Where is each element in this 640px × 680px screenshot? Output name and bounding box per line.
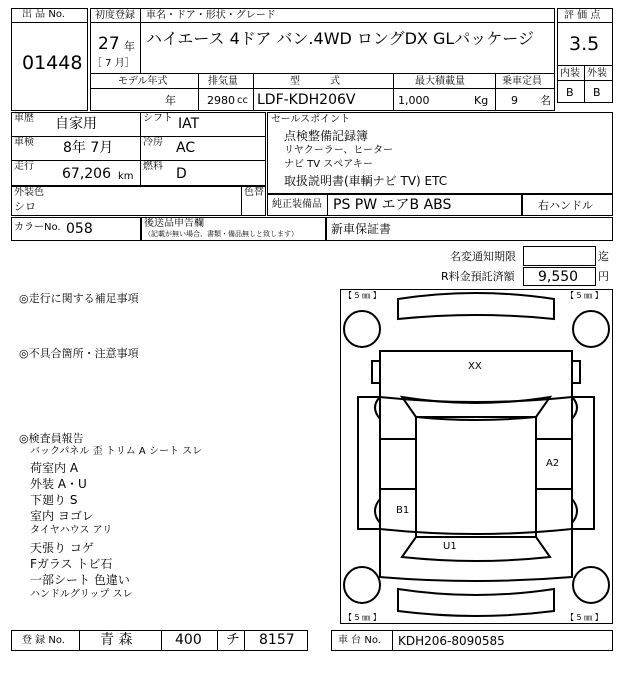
ac-label: 冷房 <box>143 137 163 148</box>
recycle-label: R料金預託済額 <box>441 270 515 283</box>
first-reg-year: 27 <box>98 34 120 54</box>
history-label: 車歴 <box>14 113 34 124</box>
displacement-label: 排気量 <box>208 76 238 87</box>
equipment-label: 純正装備品 <box>272 199 322 210</box>
handle: 右ハンドル <box>538 199 593 212</box>
defects-label: ◎不具合箇所・注意事項 <box>19 347 139 360</box>
damage-mark: XX <box>468 361 482 372</box>
damage-mark: A2 <box>546 458 560 469</box>
year-unit: 年 <box>124 40 135 53</box>
inspector-line: 外装 A・U <box>30 477 87 491</box>
model-year-label: モデル年式 <box>118 76 168 87</box>
inspection-label: 車検 <box>14 137 34 148</box>
score-label: 評 価 点 <box>564 10 601 21</box>
sales-point: リヤクーラー、ヒーター <box>284 145 393 156</box>
notice-box <box>523 246 596 266</box>
inspection: 8年 7月 <box>63 140 114 156</box>
shift: IAT <box>178 116 200 132</box>
inspector-line: 下廻り S <box>30 493 78 507</box>
mileage-unit: km <box>118 171 134 182</box>
sales-point: 取扱説明書(車輌ナビ TV) ETC <box>284 174 448 188</box>
displacement-unit: cc <box>237 95 248 106</box>
running-notes-label: ◎走行に関する補足事項 <box>19 292 139 305</box>
inspector-line: 荷室内 A <box>30 461 79 475</box>
mileage-label: 走行 <box>14 161 34 172</box>
capacity-unit: 名 <box>540 94 551 107</box>
sales-point: ナビ TV スペアキー <box>284 159 373 170</box>
recycle-fee: 9,550 <box>538 269 579 285</box>
equipment: PS PW エアB ABS <box>333 197 452 213</box>
color-label: 外装色 <box>14 187 44 198</box>
first-reg-month: ［ 7 月］ <box>92 58 135 69</box>
model-type: LDF-KDH206V <box>257 92 356 108</box>
capacity-label: 乗車定員 <box>502 76 542 87</box>
color-box <box>11 186 266 216</box>
inspector-line: 一部シート 色違い <box>30 573 130 587</box>
interior-grade: B <box>566 86 574 99</box>
tire-label: 【 5 ㎜ 】 <box>566 613 603 622</box>
inspector-line: Fガラス トビ石 <box>30 557 113 571</box>
shift-label: シフト <box>143 113 173 124</box>
car-name: ハイエース 4ドア バン.4WD ロングDX GLパッケージ <box>146 29 534 48</box>
tire-label: 【 5 ㎜ 】 <box>566 291 603 300</box>
tire-label: 【 5 ㎜ 】 <box>344 291 381 300</box>
reg-area: 青 森 <box>100 632 133 648</box>
first-reg-label: 初度登録 <box>95 10 135 21</box>
interior-label: 内装 <box>560 68 580 79</box>
tire-label: 【 5 ㎜ 】 <box>344 613 381 622</box>
mileage: 67,206 <box>62 166 111 182</box>
tire-front-left <box>344 311 380 347</box>
color-code-label: カラーNo. <box>14 222 61 233</box>
displacement: 2980 <box>207 94 235 107</box>
inspector-line: バックパネル 歪 トリム A シート スレ <box>30 446 203 457</box>
damage-mark: B1 <box>396 505 410 516</box>
tire-front-right <box>573 311 609 347</box>
ac: AC <box>176 140 196 156</box>
damage-mark: U1 <box>443 541 457 552</box>
recycle-unit: 円 <box>598 270 609 283</box>
inspector-line: 天張り コゲ <box>30 541 94 555</box>
car-name-label: 車名・ドア・形状・グレード <box>146 10 276 21</box>
aftermarket-note: （記載が無い場合、書類・備品無しと致します） <box>144 230 298 238</box>
max-load: 1,000 <box>398 94 430 107</box>
color-change-label: 色替 <box>244 187 264 198</box>
reg-kana: チ <box>226 632 240 648</box>
max-load-unit: Kg <box>474 94 489 107</box>
fuel-label: 燃料 <box>143 161 163 172</box>
chassis-label: 車 台 No. <box>338 635 381 646</box>
car-diagram <box>340 289 613 624</box>
chassis-number: KDH206-8090585 <box>398 634 505 648</box>
warranty: 新車保証書 <box>331 222 392 236</box>
tire-rear-left <box>344 567 380 603</box>
inspector-line: タイヤハウス アリ <box>30 525 113 536</box>
exterior-grade: B <box>593 86 601 99</box>
exterior-label: 外装 <box>587 68 607 79</box>
reg-class: 400 <box>175 632 202 648</box>
color: シロ <box>14 200 36 213</box>
type-label: 型 式 <box>290 76 340 87</box>
model-year-unit: 年 <box>165 94 176 107</box>
lot-label: 出 品 No. <box>22 9 65 20</box>
sales-label: セールスポイント <box>271 114 351 125</box>
reg-label: 登 録 No. <box>22 635 65 646</box>
lot-number: 01448 <box>22 52 83 74</box>
max-load-label: 最大積載量 <box>415 76 465 87</box>
capacity: 9 <box>511 94 518 107</box>
reg-number: 8157 <box>259 632 295 648</box>
inspector-label: ◎検査員報告 <box>19 432 84 445</box>
aftermarket-label: 後送品申告欄 <box>144 218 204 229</box>
history: 自家用 <box>55 116 97 132</box>
notice-label: 名変通知期限 <box>450 250 516 263</box>
inspector-list <box>30 447 202 606</box>
inspector-line: 室内 ヨゴレ <box>30 509 94 523</box>
notice-unit: 迄 <box>598 250 609 263</box>
score: 3.5 <box>569 33 600 55</box>
color-code: 058 <box>66 221 93 237</box>
details-box <box>11 112 266 186</box>
sales-point: 点検整備記録簿 <box>284 129 369 143</box>
tire-rear-right <box>573 567 609 603</box>
inspector-line: ハンドルグリップ スレ <box>30 589 133 600</box>
fuel: D <box>176 166 187 182</box>
